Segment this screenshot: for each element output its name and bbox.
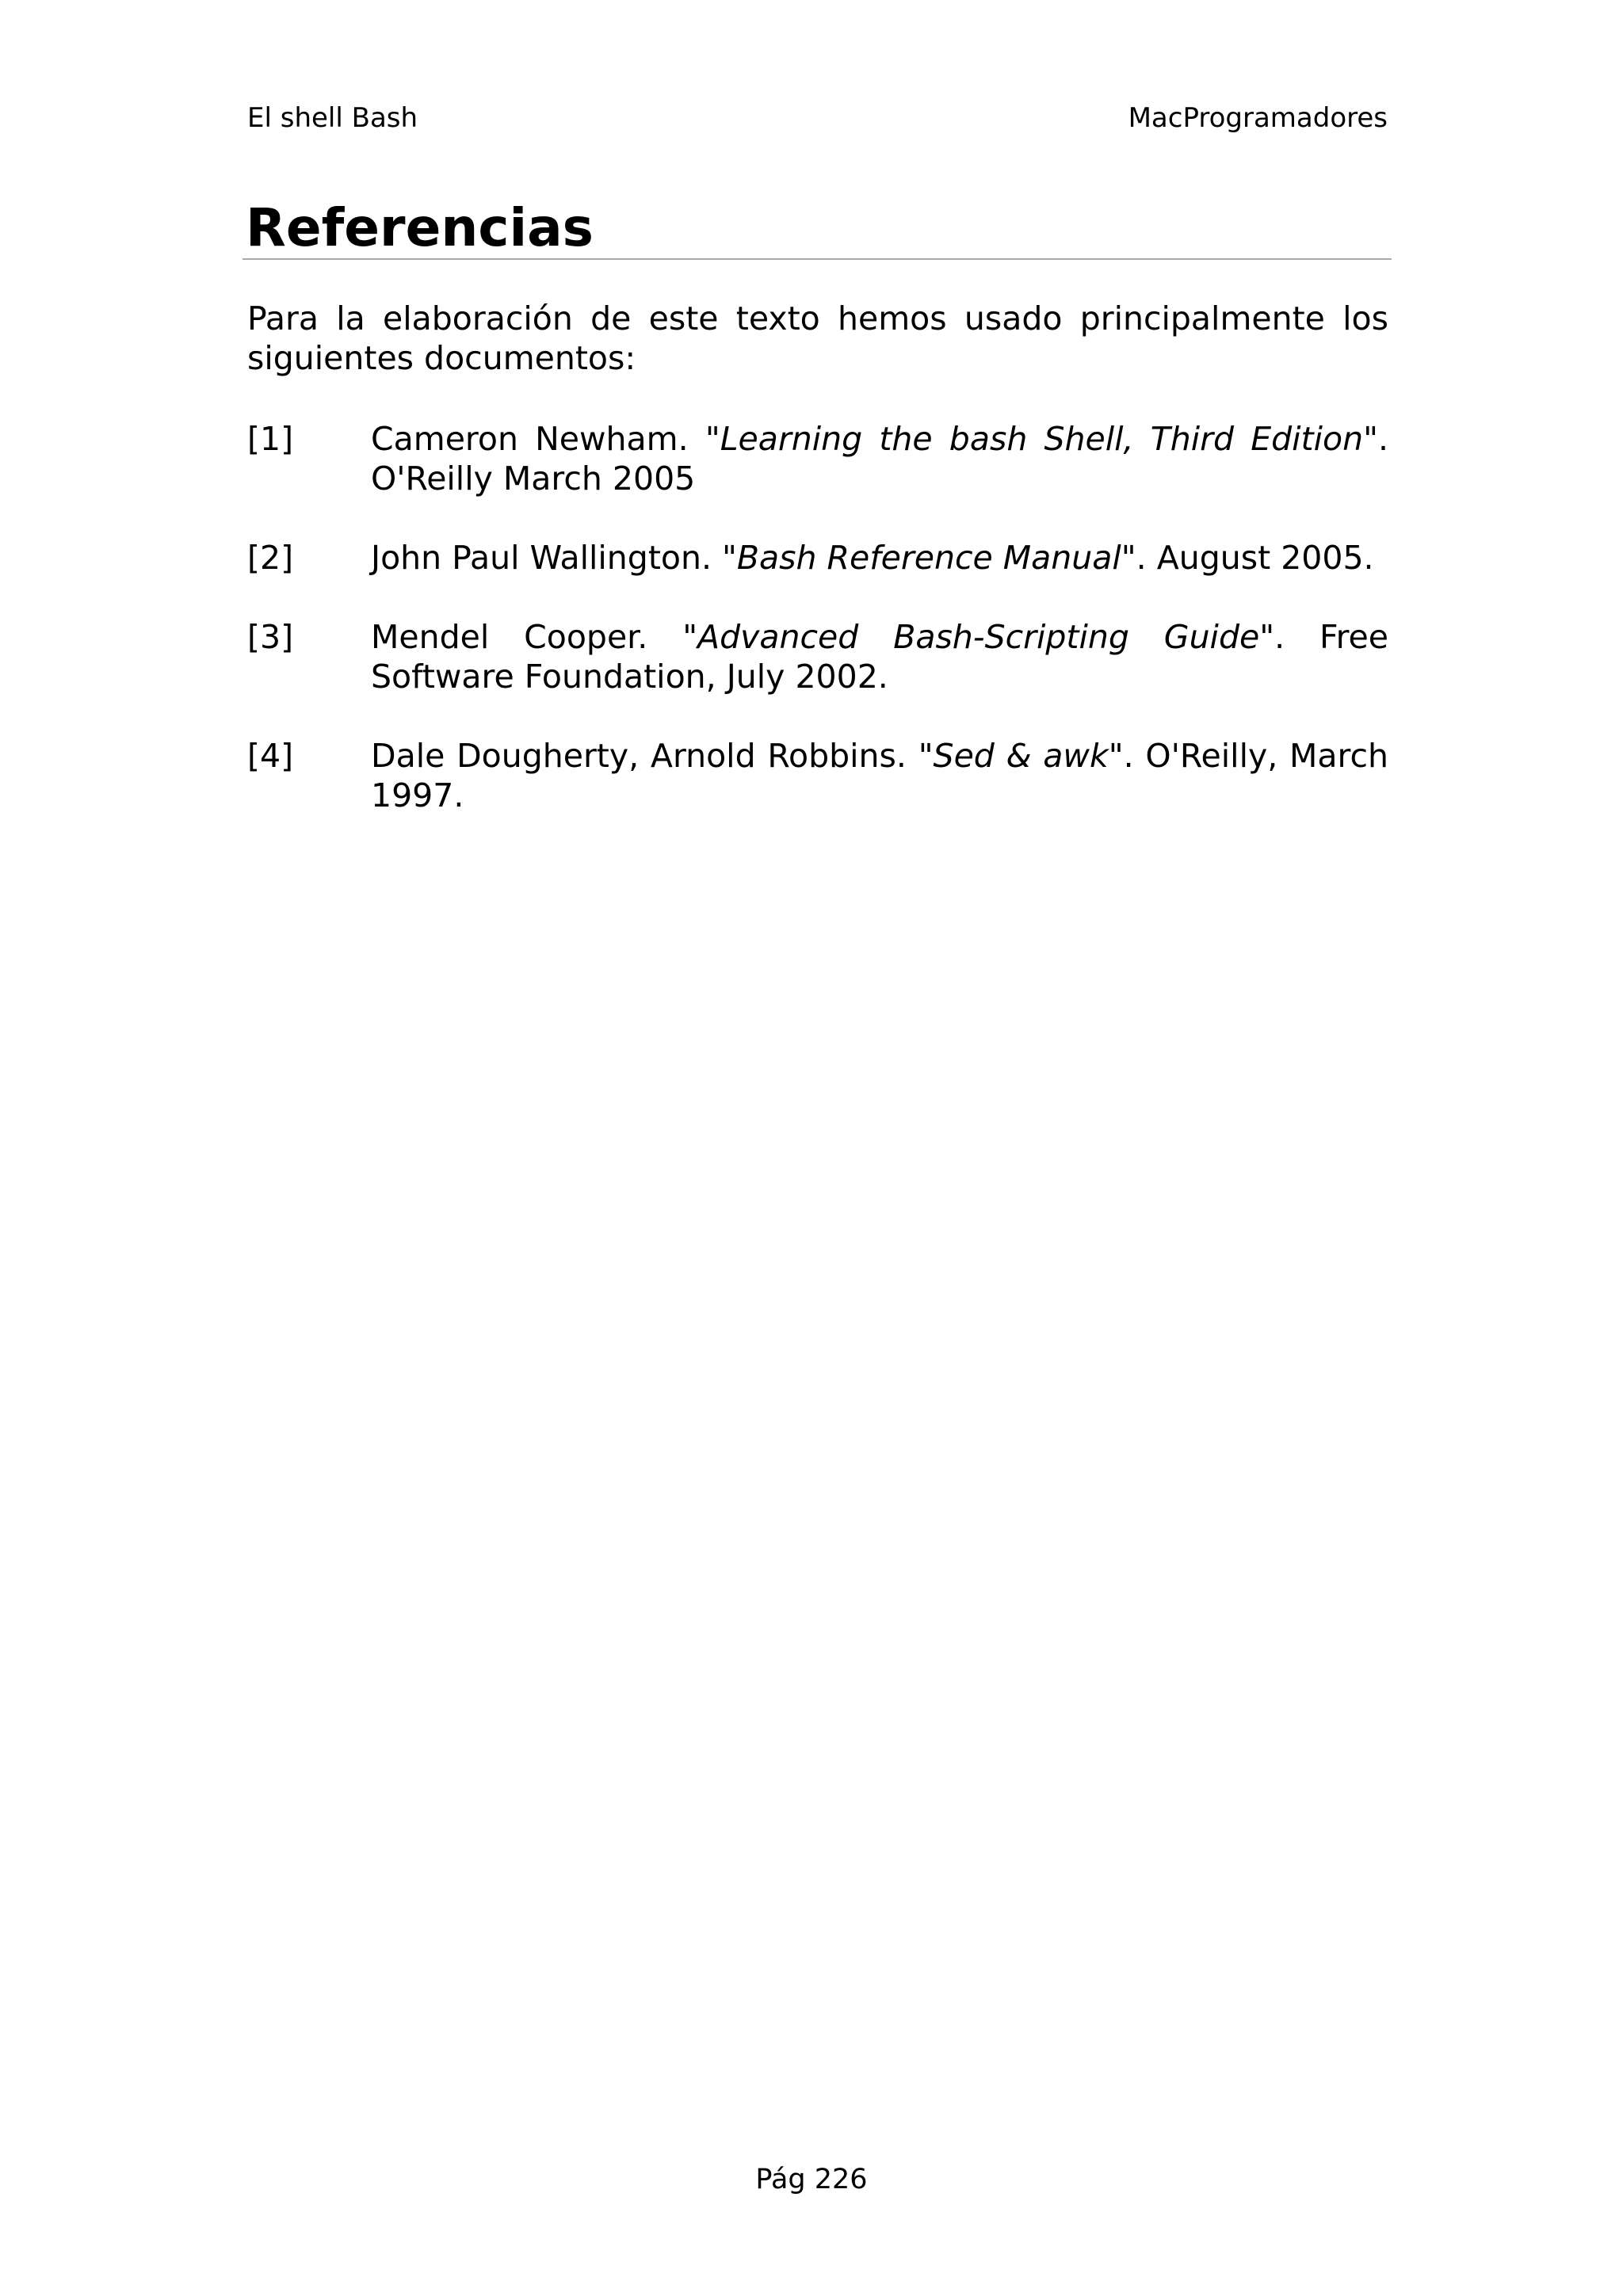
header-publisher: MacProgramadores [1128, 102, 1388, 134]
reference-text [371, 538, 1388, 578]
reference-authors: John Paul Wallington. [371, 539, 723, 577]
reference-item [247, 617, 1388, 696]
section-title: Referencias [246, 197, 594, 258]
reference-text [371, 419, 1388, 498]
reference-details: . Free Software Foundation, July 2002. [371, 618, 1388, 696]
reference-authors: Cameron Newham. [371, 420, 705, 458]
reference-title: "Advanced Bash-Scripting Guide" [682, 618, 1275, 656]
reference-number: [4] [247, 737, 294, 775]
reference-details: . O'Reilly March 2005 [371, 420, 1389, 498]
reference-item [247, 736, 1388, 815]
intro-paragraph: Para la elaboración de este texto hemos usado principalmente los siguientes documentos: [247, 299, 1388, 377]
reference-list [247, 419, 1388, 815]
reference-number: [3] [247, 618, 294, 656]
reference-details: . O'Reilly, March 1997. [371, 737, 1388, 814]
reference-details: . August 2005. [1136, 539, 1374, 577]
reference-number: [1] [247, 420, 294, 458]
page-content [247, 299, 1388, 855]
title-divider [242, 258, 1392, 260]
reference-text [371, 736, 1388, 815]
reference-item [247, 419, 1388, 498]
reference-text [371, 617, 1388, 696]
reference-authors: Mendel Cooper. [371, 618, 683, 656]
reference-authors: Dale Dougherty, Arnold Robbins. [371, 737, 918, 775]
header-document-title: El shell Bash [247, 102, 418, 134]
running-header [247, 101, 1388, 135]
reference-item [247, 538, 1388, 578]
reference-number: [2] [247, 539, 294, 577]
reference-title: "Learning the bash Shell, Third Edition" [705, 420, 1378, 458]
reference-title: "Sed & awk" [918, 737, 1124, 775]
reference-title: "Bash Reference Manual" [722, 539, 1136, 577]
page-number: Pág 226 [755, 2164, 868, 2195]
